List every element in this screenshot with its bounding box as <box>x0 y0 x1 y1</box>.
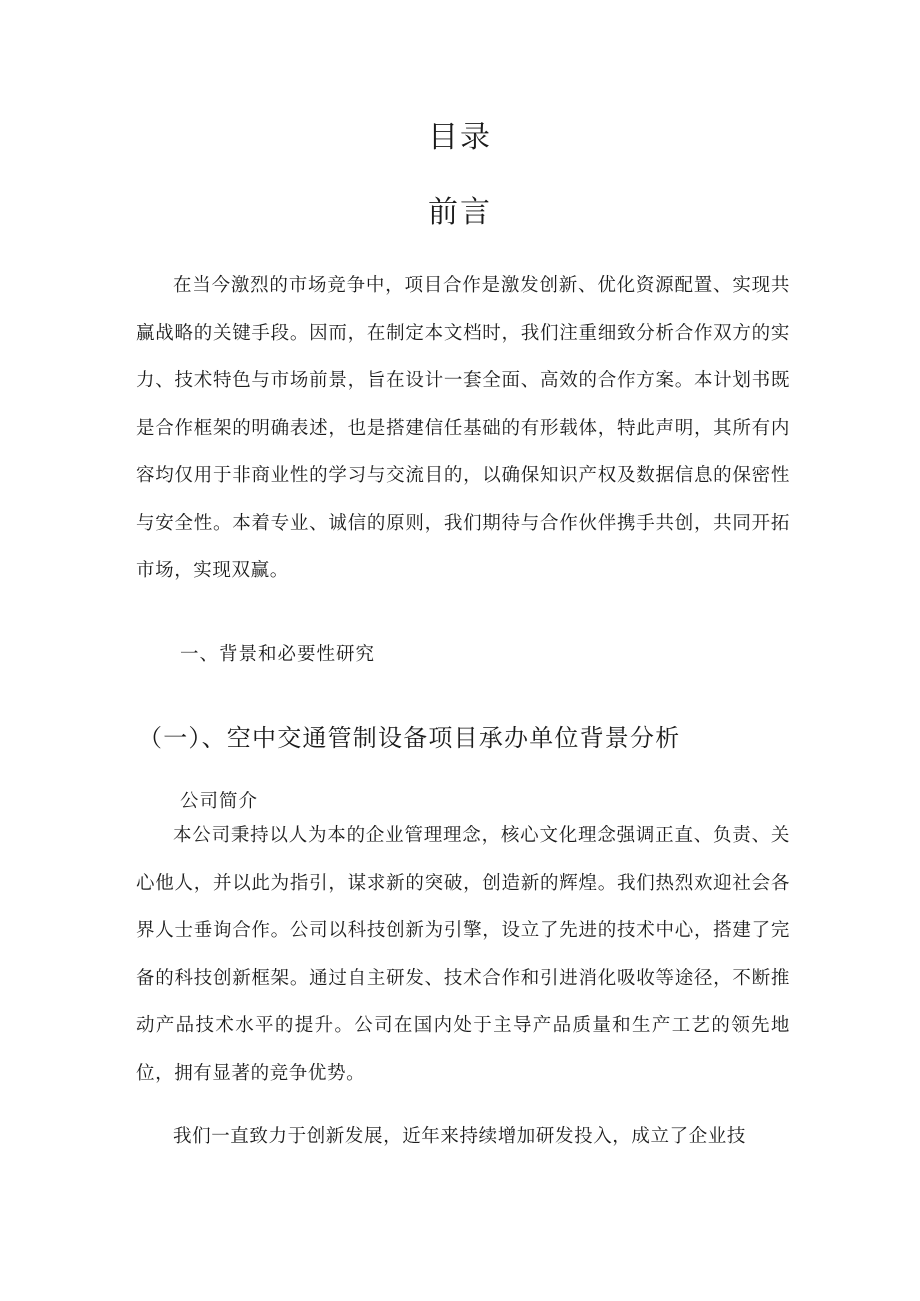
company-profile-heading: 公司简介 <box>180 791 259 812</box>
preface-paragraph: 在当今激烈的市场竞争中，项目合作是激发创新、优化资源配置、实现共赢战略的关键手段。因而，在制定本文档时，我们注重细致分析合作双方的实力、技术特色与市场前景，旨在设计一套全面、高效的合作方案。本计划书既是合作框架的明确表述，也是搭建信任基础的有形载体，特此声明，其所有内容均仅用于非商业性的学习与交流目的，以确保知识产权及数据信息的保密性与安全性。本着专业、诚信的原则，我们期待与合作伙伴携手共创，共同开拓市场，实现双赢。 <box>136 275 790 581</box>
section-heading-background: 一、背景和必要性研究 <box>180 644 376 665</box>
innovation-paragraph: 我们一直致力于创新发展，近年来持续增加研发投入，成立了企业技 <box>173 1126 747 1147</box>
company-profile-paragraph: 本公司秉持以人为本的企业管理理念，核心文化理念强调正直、负责、关心他人，并以此为指引，谋求新的突破，创造新的辉煌。我们热烈欢迎社会各界人士垂询合作。公司以科技创新为引擎，设立了先进的技术中心，搭建了完备的科技创新框架。通过自主研发、技术合作和引进消化吸收等途径，不断推动产品技术水平的提升。公司在国内处于主导产品质量和生产工艺的领先地位，拥有显著的竞争优势。 <box>136 825 790 1084</box>
preface-title: 前言 <box>428 195 492 230</box>
subsection-heading-organizer-background: （一）、空中交通管制设备项目承办单位背景分析 <box>138 724 681 752</box>
toc-title: 目录 <box>428 120 492 155</box>
